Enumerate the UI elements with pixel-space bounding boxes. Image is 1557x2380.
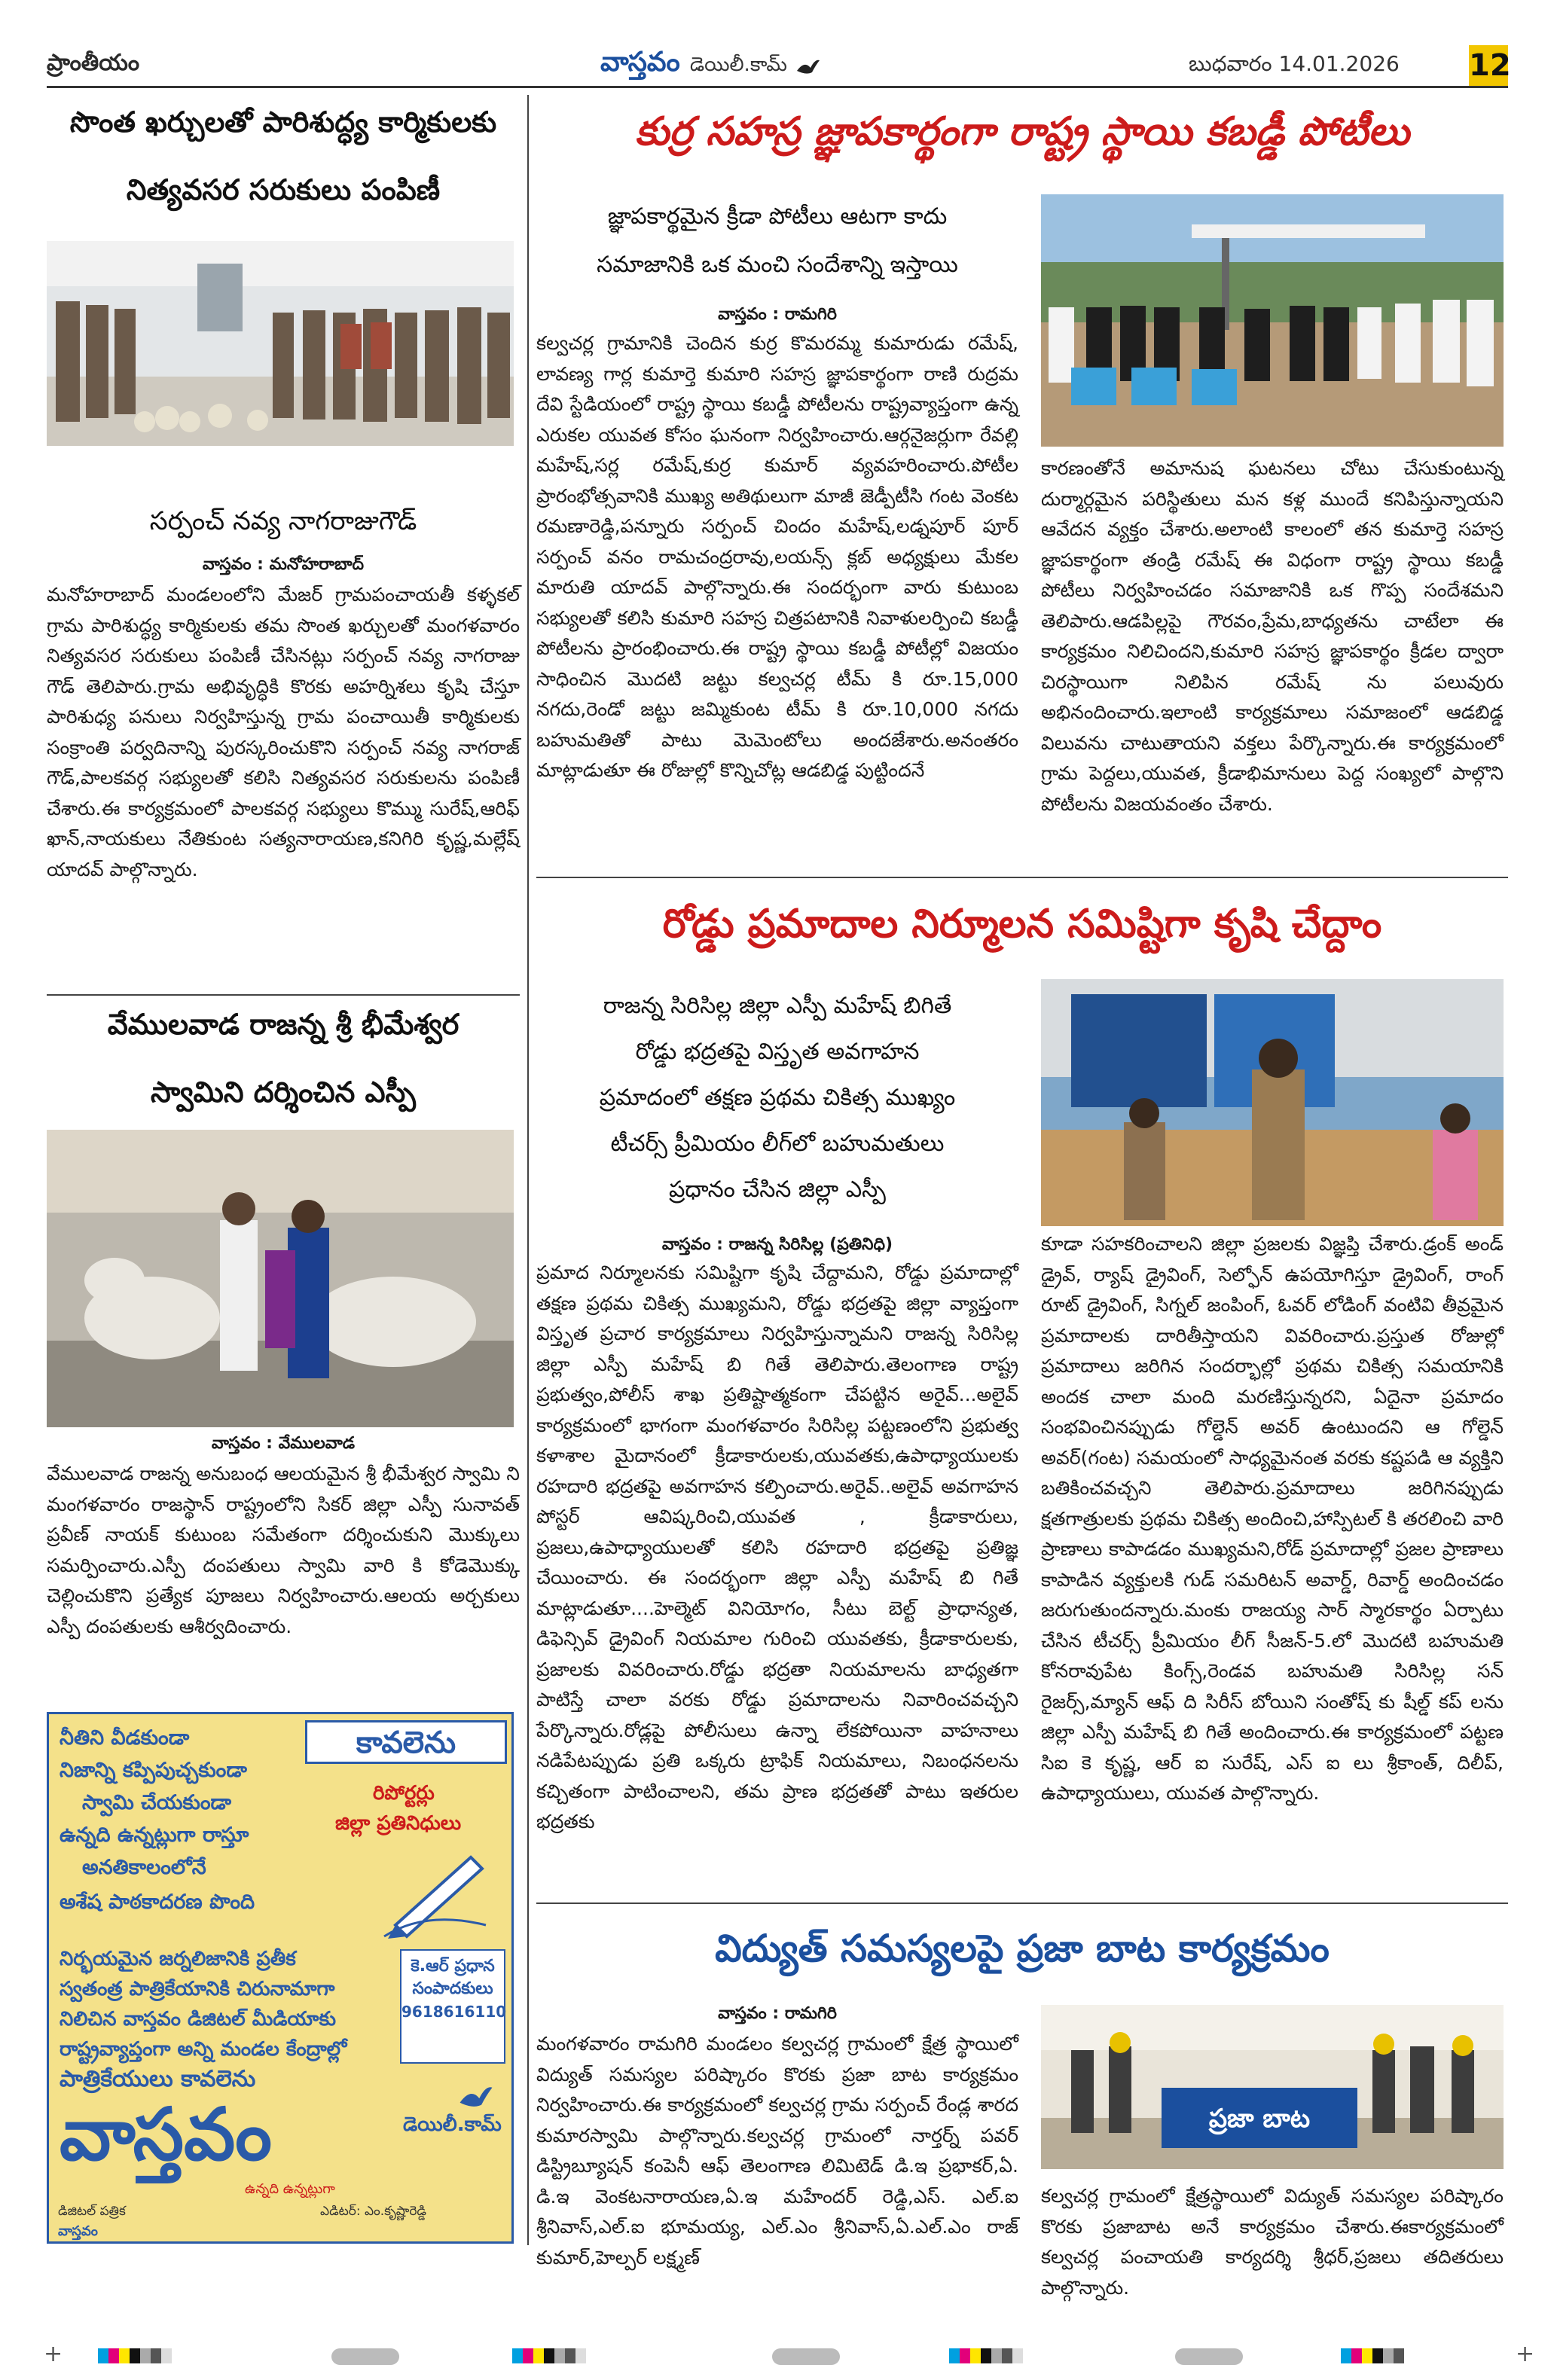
masthead-logo-suffix: డెయిలీ.కామ్ bbox=[689, 53, 787, 76]
article4-subhead-block bbox=[536, 983, 1018, 1213]
article2-headline-line2: స్వామిని దర్శించిన ఎస్పీ bbox=[151, 1076, 416, 1109]
masthead-logo-text: వాస్తవం bbox=[600, 47, 680, 78]
advert-line-6: అశేష పాఠకాదరణ పొంది bbox=[60, 1890, 255, 1914]
color-bar-4 bbox=[1341, 2348, 1404, 2366]
article1-subhead: సర్పంచ్ నవ్య నాగరాజుగౌడ్ bbox=[149, 506, 417, 536]
advert-line-4: ఉన్నది ఉన్నట్లుగా రాస్తూ bbox=[60, 1823, 249, 1847]
advert-footer-left: డిజిటల్ పత్రిక bbox=[58, 2204, 126, 2219]
article1-headline-line2: నిత్యవసర సరుకులు పంపిణీ bbox=[126, 173, 441, 206]
register-oval-1 bbox=[331, 2348, 399, 2365]
section-label: ప్రాంతీయం bbox=[47, 50, 140, 76]
crosshair-right: + bbox=[1516, 2341, 1535, 2367]
wanted-advert bbox=[47, 1712, 514, 2244]
advert-title-box bbox=[305, 1720, 507, 1764]
advert-line-8: స్వతంత్ర పాత్రికేయానికి చిరునామాగా bbox=[60, 1978, 335, 2000]
article4-subhead-line5: ప్రధానం చేసిన జిల్లా ఎస్పీ bbox=[669, 1176, 886, 1203]
crosshair-left: + bbox=[44, 2341, 63, 2367]
advert-footer-right: ఎడిటర్: ఎం.కృష్ణారెడ్డి bbox=[320, 2204, 426, 2219]
article1-body: మనోహరాబాద్ మండలంలోని మేజర్ గ్రామపంచాయతీ కళ్ళకల్ గ్రామ పారిశుద్ధ్య కార్మికులకు తమ సొంత ఖర్చులతో మంగళవారం నిత్యవసర సరుకులు పంపిణీ చేసినట్లు సర్పంచ్ నవ్య నాగరాజు గౌడ్ తెలిపారు.గ్రామ అభివృద్ధికి కొరకు అహర్నిశలు కృషి చేస్తూ పారిశుధ్య పనులు నిర్వహిస్తున్న గ్రామ పంచాయితీ కార్మికులకు సంక్రాంతి పర్వదినాన్ని పురస్కరించుకొని సర్పంచ్ నవ్య నాగరాజ్ గౌడ్,పాలకవర్గ సభ్యులతో కలిసి నిత్యవసర సరుకులను పంపిణీ చేశారు.ఈ కార్యక్రమంలో పాలకవర్గ సభ్యులు కొమ్ము సురేష్,ఆరిఫ్ ఖాన్,నాయకులు నేతికుంట సత్యనారాయణ,కనిగిరి కృష్ణ,మల్లేష్ యాదవ్ పాల్గొన్నారు. bbox=[47, 584, 520, 880]
article4-subhead-line4: టీచర్స్ ప్రీమియం లీగ్‌లో బహుమతులు bbox=[610, 1130, 945, 1157]
advert-title: కావలెను bbox=[356, 1726, 456, 1760]
advert-line-1: నీతిని వీడకుండా bbox=[60, 1726, 190, 1750]
page-number: 12 bbox=[1469, 45, 1508, 86]
article4-body-col2: కూడా సహకరించాలని జిల్లా ప్రజలకు విజ్ఞప్తి చేశారు.డ్రంక్ అండ్ డ్రైవ్, ర్యాష్ డ్రైవింగ్, సెల్ఫోన్ ఉపయోగిస్తూ డ్రైవింగ్, రాంగ్ రూట్ డ్రైవింగ్, సిగ్నల్ జంపింగ్, ఓవర్ లోడింగ్ వంటివి తీవ్రమైన ప్రమాదాలకు దారితీస్తాయని వివరించారు.ప్రస్తుత రోజుల్లో ప్రమాదాలు జరిగిన సందర్భాల్లో ప్రథమ చికిత్స సమయానికి అందక చాలా మంది మరణిస్తున్నరని, ఏదైనా ప్రమాదం సంభవించినప్పుడు గోల్డెన్ అవర్ ఉంటుందని ఆ గోల్డెన్ అవర్(గంట) సమయంలో సాధ్యమైనంత వరకు కష్టపడి ఆ వ్యక్తిని బతికించవచ్చని తెలిపారు.ప్రమాదాలు జరిగినప్పుడు క్షతగాత్రులకు ప్రథమ చికిత్స అందించి,హాస్పిటల్ కి తరలించి వారి ప్రాణాలు కాపాడడం ముఖ్యమని,రోడ్ ప్రమాదాల్లో ప్రజల ప్రాణాలు కాపాడిన వ్యక్తులకి గుడ్ సమరిటన్ అవార్డ్, రివార్డ్ అందించడం జరుగుతుందన్నారు.మంకు రాజయ్య సార్ స్మారకార్థం ఏర్పాటు చేసిన టీచర్స్ ప్రీమియం లీగ్ సీజన్-5.లో మొదటి బహుమతి కోనరావుపేట కింగ్స్,రెండవ బహుమతి సిరిసిల్ల సన్ రైజర్స్,మ్యాన్ ఆఫ్ ది సిరీస్ బోయిని సంతోష్ కు షీల్డ్ కప్ లను జిల్లా ఎస్పీ మహేష్ బి గితే అందించారు.ఈ కార్యక్రమంలో పట్టణ సిఐ కె కృష్ణ, ఆర్ ఐ సురేష్, ఎస్ ఐ లు శ్రీకాంత్, దిలీప్, ఉపాధ్యాయులు, యువత పాల్గొన్నారు. bbox=[1041, 1233, 1504, 1804]
column-divider-left bbox=[527, 95, 529, 2245]
divider-article4-bottom bbox=[536, 1902, 1508, 1904]
advert-tagline: ఉన్నది ఉన్నట్లుగా bbox=[245, 2181, 335, 2197]
advert-footer-brand: వాస్తవం bbox=[58, 2223, 98, 2239]
color-bar-2 bbox=[512, 2348, 586, 2366]
article4-body-col1: ప్రమాద నిర్మూలనకు సమిష్టిగా కృషి చేద్దామని, రోడ్డు ప్రమాదాల్లో తక్షణ ప్రథమ చికిత్స ముఖ్యమని, రోడ్డు భద్రతపై జిల్లా వ్యాప్తంగా విస్తృత ప్రచార కార్యక్రమాలు నిర్వహిస్తున్నామని రాజన్న సిరిసిల్ల జిల్లా ఎస్పీ మహేష్ బి గితే తెలిపారు.తెలంగాణ రాష్ట్ర ప్రభుత్వం,పోలీస్ శాఖ ప్రతిష్టాత్మకంగా చేపట్టిన అరైవ్...అలైవ్ కార్యక్రమంలో భాగంగా మంగళవారం సిరిసిల్ల పట్టణంలోని ప్రభుత్వ కళాశాల మైదానంలో క్రీడాకారులకు,యువతకు,ఉపాధ్యాయులకు రహదారి భద్రతపై అవగాహన కల్పించారు.అరైవ్..అలైవ్ అవగాహన పోస్టర్ ఆవిష్కరించి,యువత , క్రీడాకారులు, ప్రజలు,ఉపాధ్యాయులతో కలిసి రహదారి భద్రతపై ప్రతిజ్ఞ చేయించారు. ఈ సందర్భంగా జిల్లా ఎస్పీ మహేష్ బి గితే మాట్లాడుతూ....హెల్మెట్ వినియోగం, సీటు బెల్ట్ ప్రాధాన్యత, డిఫెన్సివ్ డ్రైవింగ్ నియమాల గురించి యువతకు, క్రీడాకారులకు, ప్రజాలకు వివరించారు.రోడ్డు భద్రతా నియమాలను బాధ్యతగా పాటిస్తే చాలా వరకు రోడ్డు ప్రమాదాలను నివారించవచ్చని పేర్కొన్నారు.రోడ్లపై పోలీసులు ఉన్నా లేకపోయినా వాహనాలు నడిపేటప్పుడు ప్రతి ఒక్కరు ట్రాఫిక్ నియమాలు, నిబంధనలను కచ్చితంగా పాటించాలని, తమ ప్రాణ భద్రతతో పాటు ఇతరుల భద్రతకు bbox=[536, 1262, 1018, 1832]
article4-headline: రోడ్డు ప్రమాదాల నిర్మూలన సమిష్టిగా కృషి చేద్దాం bbox=[662, 902, 1382, 947]
register-oval-3 bbox=[1175, 2348, 1243, 2365]
advert-contact-phone: 9618616110 bbox=[401, 2003, 507, 2021]
color-bar-1 bbox=[98, 2348, 172, 2366]
article5-body-main: మంగళవారం రామగిరి మండలం కల్వచర్ల గ్రామంలో క్షేత్ర స్థాయిలో విద్యుత్ సమస్యల పరిష్కారం కొరకు ప్రజా బాట కార్యక్రమం నిర్వహించారు.ఈ కార్యక్రమంలో కల్వచర్ల గ్రామ సర్పంచ్ రేండ్ల శారద కుమారస్వామి పాల్గొన్నారు.కల్వచర్ల గ్రామంలో నార్తర్న్ పవర్ డిస్ట్రిబ్యూషన్ కంపెనీ ఆఫ్ తెలంగాణ లిమిటెడ్ డి.ఇ ప్రభాకర్,ఏ. డి.ఇ వెంకటనారాయణ,ఏ.ఇ మహేందర్ రెడ్డి,ఎస్. ఎల్.ఐ శ్రీనివాస్,ఎల్.ఐ భూమయ్య, ఎల్.ఎం శ్రీనివాస్,ఏ.ఎల్.ఎం రాజ్ కుమార్,హెల్పర్ లక్ష్మణ్ bbox=[536, 2033, 1018, 2269]
advert-bird-icon bbox=[456, 2083, 496, 2113]
pen-icon bbox=[380, 1842, 493, 1940]
advert-logo-suffix: డెయిలీ.కామ్ bbox=[403, 2113, 502, 2136]
article3-subhead-line2: సమాజానికి ఒక మంచి సందేశాన్ని ఇస్తాయి bbox=[597, 252, 958, 278]
divider-left-1 bbox=[47, 994, 520, 996]
issue-date: బుధవారం 14.01.2026 bbox=[1189, 51, 1400, 76]
registration-marks bbox=[0, 2335, 1557, 2380]
article1-photo bbox=[47, 241, 514, 446]
advert-line-9: నిలిచిన వాస్తవం డిజిటల్ మీడియాకు bbox=[60, 2008, 337, 2031]
advert-line-10: రాష్ట్రవ్యాప్తంగా అన్ని మండల కేంద్రాల్లో bbox=[60, 2038, 347, 2061]
advert-lines-lower bbox=[60, 1944, 376, 2095]
article4-subhead-line2: రోడ్డు భద్రతపై విస్తృత అవగాహన bbox=[635, 1039, 920, 1065]
advert-contact-role: కె.ఆర్ ప్రధాన సంపాదకులు bbox=[411, 1957, 495, 1998]
advert-line-2: నిజాన్ని కప్పిపుచ్చకుండా bbox=[60, 1759, 247, 1782]
advert-line-11: పాత్రికేయులు కావలెను bbox=[60, 2066, 256, 2092]
divider-article3-bottom bbox=[536, 877, 1508, 878]
masthead bbox=[47, 47, 1511, 86]
advert-line-7: నిర్భయమైన జర్నలిజానికి ప్రతీక bbox=[60, 1948, 296, 1970]
article2-byline: వాస్తవం : వేములవాడ bbox=[211, 1434, 356, 1453]
advert-text-block bbox=[60, 1722, 346, 1884]
article4-byline: వాస్తవం : రాజన్న సిరిసిల్ల (ప్రతినిధి) bbox=[661, 1235, 893, 1254]
advert-line-3: స్వామి చేయకుండా bbox=[82, 1791, 232, 1814]
article2-body: వేములవాడ రాజన్న అనుబంధ ఆలయమైన శ్రీ భీమేశ్వర స్వామి ని మంగళవారం రాజస్థాన్ రాష్ట్రంలోని సికర్ జిల్లా ఎస్పీ సునావత్ ప్రవీణ్ నాయక్ కుటుంబ సమేతంగా దర్శించుకుని మొక్కులు సమర్పించారు.ఎస్పీ దంపతులు స్వామి వారి కి కోడెమొక్కు చెల్లించుకొని ప్రత్యేక పూజలు నిర్వహించారు.ఆలయ అర్చకులు ఎస్పీ దంపతులకు ఆశీర్వదించారు. bbox=[47, 1463, 520, 1637]
masthead-rule bbox=[47, 86, 1508, 88]
advert-logo: వాస్తవం bbox=[60, 2092, 272, 2177]
article3-headline: కుర్ర సహస్ర జ్ఞాపకార్థంగా రాష్ట్ర స్థాయి కబడ్డీ పోటీలు bbox=[635, 109, 1409, 154]
article3-body-col1: కల్వచర్ల గ్రామానికి చెందిన కుర్ర కొమరమ్మ కుమారుడు రమేష్, లావణ్య గార్ల కుమార్తె కుమారి సహస్ర జ్ఞాపకార్థంగా రాణి రుద్రమ దేవి స్టేడియంలో రాష్ట్ర స్థాయి కబడ్డీ పోటీలను రాష్ట్రవ్యాప్తంగా ఉన్న ఎరుకల యువత కోసం ఘనంగా నిర్వహించారు.ఆర్గనైజర్లుగా రేవల్లి మహేష్,సర్ల రమేష్,కుర్ర కుమార్ వ్యవహరించారు.పోటీల ప్రారంభోత్సవానికి ముఖ్య అతిథులుగా మాజీ జెడ్పీటీసి గంట వెంకట రమణారెడ్డి,పన్నూరు సర్పంచ్ చిందం మహేష్,లడ్నపూర్ పూర్ సర్పంచ్ వనం రామచంద్రరావు,లయన్స్ క్లబ్ అధ్యక్షులు మేకల మారుతి యాదవ్ పాల్గొన్నారు.ఈ సందర్భంగా వారు కుటుంబ సభ్యులతో కలిసి కుమారి సహస్ర చిత్రపటానికి నివాళులర్పించి కబడ్డీ పోటీలను ప్రారంభించారు.ఈ రాష్ట్ర స్థాయి కబడ్డీ పోటీల్లో విజయం సాధించిన మొదటి జట్టు కల్వచర్ల టీమ్ కి రూ.15,000 నగదు,రెండో జట్టు జమ్మికుంట టీమ్ కి రూ.10,000 నగదు బహుమతితో పాటు మెమెంటోలు అందజేశారు.అనంతరం మాట్లాడుతూ ఈ రోజుల్లో కొన్నిచోట్ల ఆడబిడ్డ పుట్టిందనే bbox=[536, 332, 1018, 781]
article5-headline: విద్యుత్ సమస్యలపై ప్రజా బాట కార్యక్రమం bbox=[715, 1927, 1330, 1970]
advert-wanted-2: జిల్లా ప్రతినిధులు bbox=[335, 1812, 462, 1835]
advert-wanted-1: రిపోర్టర్లు bbox=[373, 1782, 435, 1805]
article1-headline-line1: సొంత ఖర్చులతో పారిశుద్ధ్య కార్మికులకు bbox=[69, 105, 497, 139]
advert-line-5: అనతికాలంలోనే bbox=[82, 1856, 206, 1879]
article5-banner-text: ప్రజా బాట bbox=[1208, 2104, 1311, 2134]
article3-byline: వాస్తవం : రామగిరి bbox=[718, 305, 837, 324]
article3-body-col2: కారణంతోనే అమానుష ఘటనలు చోటు చేసుకుంటున్న దుర్మార్గమైన పరిస్థితులు మన కళ్ల ముందే కనిపిస్తున్నాయని ఆవేదన వ్యక్తం చేశారు.అలాంటి కాలంలో తన కుమార్తె సహస్ర జ్ఞాపకార్థంగా తండ్రి రమేష్ ఈ విధంగా రాష్ట్ర స్థాయి కబడ్డీ పోటీలు నిర్వహించడం సమాజానికి ఒక గొప్ప సందేశమని తెలిపారు.ఆడపిల్లపై గౌరవం,ప్రేమ,బాధ్యతను చాటేలా ఈ కార్యక్రమం నిలిచిందని,కుమారి సహస్ర జ్ఞాపకార్థం క్రీడల ద్వారా చిరస్థాయిగా నిలిపిన రమేష్ ను పలువురు అభినందించారు.ఇలాంటి కార్యక్రమాలు సమాజంలో ఆడబిడ్డ విలువను చాటుతాయని వక్తలు పేర్కొన్నారు.ఈ కార్యక్రమంలో గ్రామ పెద్దలు,యువత, క్రీడాభిమానులు పెద్ద సంఖ్యలో పాల్గొని పోటీలను విజయవంతం చేశారు. bbox=[1041, 457, 1504, 815]
article4-subhead-line1: రాజన్న సిరిసిల్ల జిల్లా ఎస్పీ మహేష్ బిగితే bbox=[603, 993, 952, 1019]
article4-subhead-line3: ప్రమాదంలో తక్షణ ప్రథమ చికిత్స ముఖ్యం bbox=[599, 1085, 956, 1111]
article5-photo bbox=[1041, 2005, 1504, 2169]
article3-photo bbox=[1041, 194, 1504, 447]
article5-body-side: కల్వచర్ల గ్రామంలో క్షేత్రస్థాయిలో విద్యుత్ సమస్యల పరిష్కారం కొరకు ప్రజాబాట అనే కార్యక్రమం చేశారు.ఈకార్యక్రమంలో కల్వచర్ల పంచాయతి కార్యదర్శి శ్రీధర్,ప్రజలు తదితరులు పాల్గొన్నారు. bbox=[1041, 2185, 1504, 2299]
article5-byline: వాస్తవం : రామగిరి bbox=[718, 2004, 837, 2023]
article2-photo bbox=[47, 1130, 514, 1427]
article2-headline-line1: వేములవాడ రాజన్న శ్రీ భీమేశ్వర bbox=[107, 1008, 459, 1041]
register-oval-2 bbox=[772, 2348, 840, 2365]
article1-byline: వాస్తవం : మనోహరాబాద్ bbox=[202, 555, 365, 574]
advert-contact-box bbox=[400, 1949, 505, 2064]
article3-subhead-line1: జ్ఞాపకార్థమైన క్రీడా పోటీలు ఆటగా కాదు bbox=[607, 203, 948, 230]
color-bar-3 bbox=[949, 2348, 1023, 2366]
article4-photo bbox=[1041, 979, 1504, 1226]
bird-icon bbox=[795, 57, 821, 78]
masthead-logo bbox=[600, 47, 821, 84]
